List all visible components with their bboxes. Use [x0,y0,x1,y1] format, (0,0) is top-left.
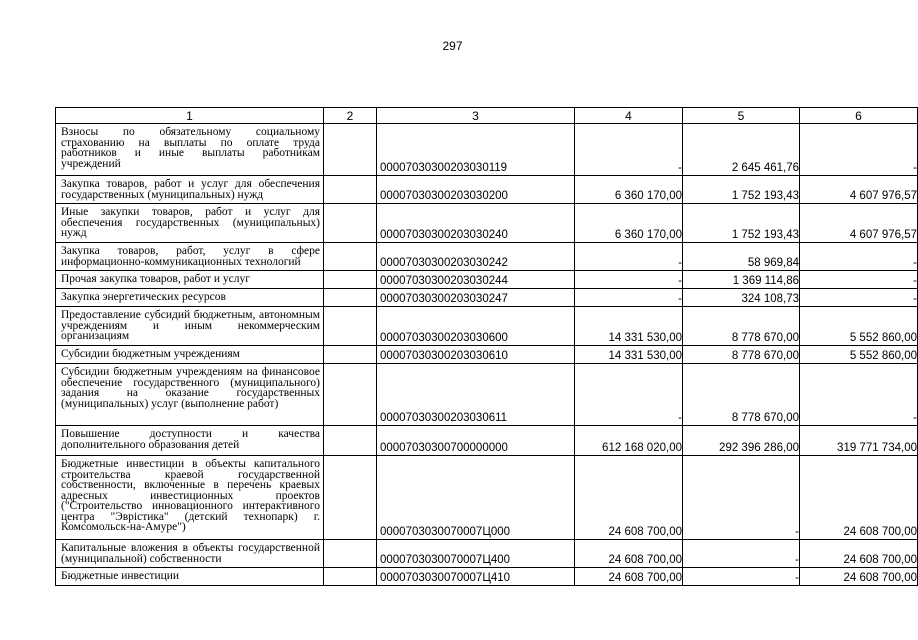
row-col2 [324,346,377,364]
row-code: 00007030300203030610 [377,346,575,364]
column-header-3: 3 [377,108,575,124]
row-col2 [324,243,377,271]
row-col2 [324,568,377,586]
table-row [56,346,918,364]
row-col5: 1 752 193,43 [683,176,800,204]
row-col4: 14 331 530,00 [575,346,683,364]
row-name: Бюджетные инвестиции в объекты капитального строительства краевой государственной собственности, включенные в перечень краевых адресных инвестиционных проектов ("Строительство инновационного интерактивного центра "Эврістика" (детский технопарк) г. Комсомольск-на-Амуре") [56,456,324,540]
row-name: Взносы по обязательному социальному страхованию на выплаты по оплате труда работников и иные выплаты работникам учреждений [56,124,324,176]
row-col5: 324 108,73 [683,289,800,307]
row-col5: 8 778 670,00 [683,364,800,426]
table-row [56,540,918,568]
row-code: 00007030300203030200 [377,176,575,204]
row-code: 00007030300203030242 [377,243,575,271]
row-col2 [324,456,377,540]
row-name: Закупка энергетических ресурсов [56,289,324,307]
row-col4: 612 168 020,00 [575,426,683,456]
row-col2 [324,204,377,243]
column-header-2: 2 [324,108,377,124]
table-row [56,124,918,176]
row-col2 [324,271,377,289]
row-col5: 292 396 286,00 [683,426,800,456]
row-col6: 319 771 734,00 [800,426,918,456]
row-col6: 5 552 860,00 [800,307,918,346]
row-col4: 24 608 700,00 [575,456,683,540]
row-name: Капитальные вложения в объекты государственной (муниципальной) собственности [56,540,324,568]
column-header-5: 5 [683,108,800,124]
row-col4: - [575,243,683,271]
row-col6: - [800,243,918,271]
row-code: 00007030300203030244 [377,271,575,289]
row-col6: - [800,289,918,307]
row-name: Субсидии бюджетным учреждениям [56,346,324,364]
row-name: Субсидии бюджетным учреждениям на финансовое обеспечение государственного (муниципального) задания на оказание государственных (муниципальных) услуг (выполнение работ) [56,364,324,426]
row-code: 0000703030070007Ц410 [377,568,575,586]
row-code: 0000703030070007Ц000 [377,456,575,540]
row-code: 00007030300203030600 [377,307,575,346]
row-code: 0000703030070007Ц400 [377,540,575,568]
budget-table [55,107,918,586]
row-col6: - [800,124,918,176]
row-col5: 1 752 193,43 [683,204,800,243]
table-row [56,289,918,307]
column-header-4: 4 [575,108,683,124]
row-name: Закупка товаров, работ, услуг в сфере информационно-коммуникационных технологий [56,243,324,271]
row-col6: - [800,364,918,426]
row-col4: 24 608 700,00 [575,540,683,568]
row-col2 [324,124,377,176]
row-code: 00007030300203030240 [377,204,575,243]
row-name: Закупка товаров, работ и услуг для обеспечения государственных (муниципальных) нужд [56,176,324,204]
row-code: 00007030300203030247 [377,289,575,307]
row-col5: - [683,456,800,540]
row-col5: - [683,568,800,586]
row-col6: 24 608 700,00 [800,456,918,540]
table-row [56,364,918,426]
row-col4: 6 360 170,00 [575,176,683,204]
column-header-6: 6 [800,108,918,124]
row-col6: 24 608 700,00 [800,568,918,586]
row-col5: 58 969,84 [683,243,800,271]
row-name: Бюджетные инвестиции [56,568,324,586]
row-name: Иные закупки товаров, работ и услуг для обеспечения государственных (муниципальных) нужд [56,204,324,243]
table-row [56,271,918,289]
row-col6: 5 552 860,00 [800,346,918,364]
table-row [56,456,918,540]
row-col2 [324,176,377,204]
column-header-1: 1 [56,108,324,124]
row-col6: - [800,271,918,289]
row-col2 [324,307,377,346]
row-col5: 8 778 670,00 [683,346,800,364]
row-col2 [324,289,377,307]
row-col4: - [575,124,683,176]
table-row [56,243,918,271]
row-col4: 6 360 170,00 [575,204,683,243]
table-row [56,426,918,456]
row-col5: 1 369 114,86 [683,271,800,289]
table-row [56,204,918,243]
row-col2 [324,426,377,456]
table-row [56,568,918,586]
row-code: 00007030300203030611 [377,364,575,426]
row-name: Повышение доступности и качества дополнительного образования детей [56,426,324,456]
row-col2 [324,364,377,426]
row-name: Прочая закупка товаров, работ и услуг [56,271,324,289]
row-col6: 24 608 700,00 [800,540,918,568]
row-col4: 14 331 530,00 [575,307,683,346]
row-col4: 24 608 700,00 [575,568,683,586]
row-col4: - [575,289,683,307]
row-col5: - [683,540,800,568]
row-col2 [324,540,377,568]
row-col5: 8 778 670,00 [683,307,800,346]
table-row [56,176,918,204]
table-header-row [56,108,918,124]
row-col5: 2 645 461,76 [683,124,800,176]
table-row [56,307,918,346]
row-code: 00007030300700000000 [377,426,575,456]
page-number: 297 [442,39,463,53]
row-col4: - [575,364,683,426]
row-col4: - [575,271,683,289]
row-name: Предоставление субсидий бюджетным, автономным учреждениям и иным некоммерческим организациям [56,307,324,346]
row-col6: 4 607 976,57 [800,204,918,243]
row-code: 00007030300203030119 [377,124,575,176]
row-col6: 4 607 976,57 [800,176,918,204]
